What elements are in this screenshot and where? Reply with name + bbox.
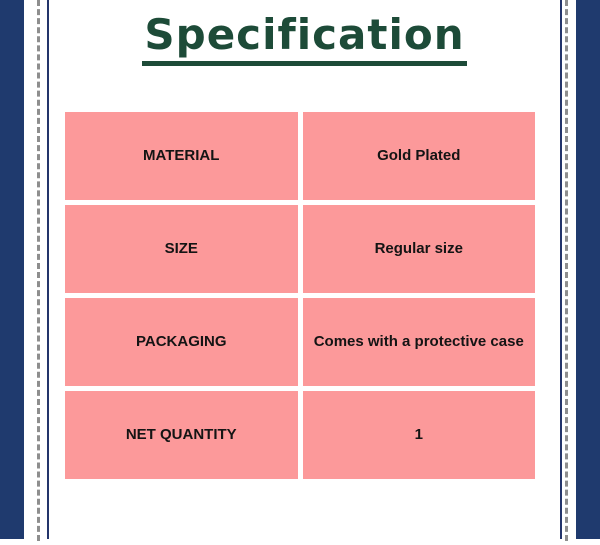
spec-label-cell-size: SIZE: [65, 205, 298, 293]
frame-left-dashed-line: [37, 0, 40, 541]
spec-label-cell-packaging: PACKAGING: [65, 298, 298, 386]
spec-value-cell-packaging: Comes with a protective case: [303, 298, 536, 386]
spec-value-cell-size: Regular size: [303, 205, 536, 293]
frame-right-dashed-line: [565, 0, 568, 541]
spec-value-cell-net-quantity: 1: [303, 391, 536, 479]
spec-label-cell-material: MATERIAL: [65, 112, 298, 200]
spec-label-cell-net-quantity: NET QUANTITY: [65, 391, 298, 479]
title-area: [49, 12, 560, 66]
frame-right-inner-line: [560, 0, 562, 539]
spec-value-cell-material: Gold Plated: [303, 112, 536, 200]
page-title: Specification: [142, 12, 466, 66]
spec-table: [65, 112, 535, 479]
frame-right-bar: [576, 0, 600, 539]
frame-left-inner-line: [47, 0, 49, 539]
frame-left-bar: [0, 0, 24, 539]
